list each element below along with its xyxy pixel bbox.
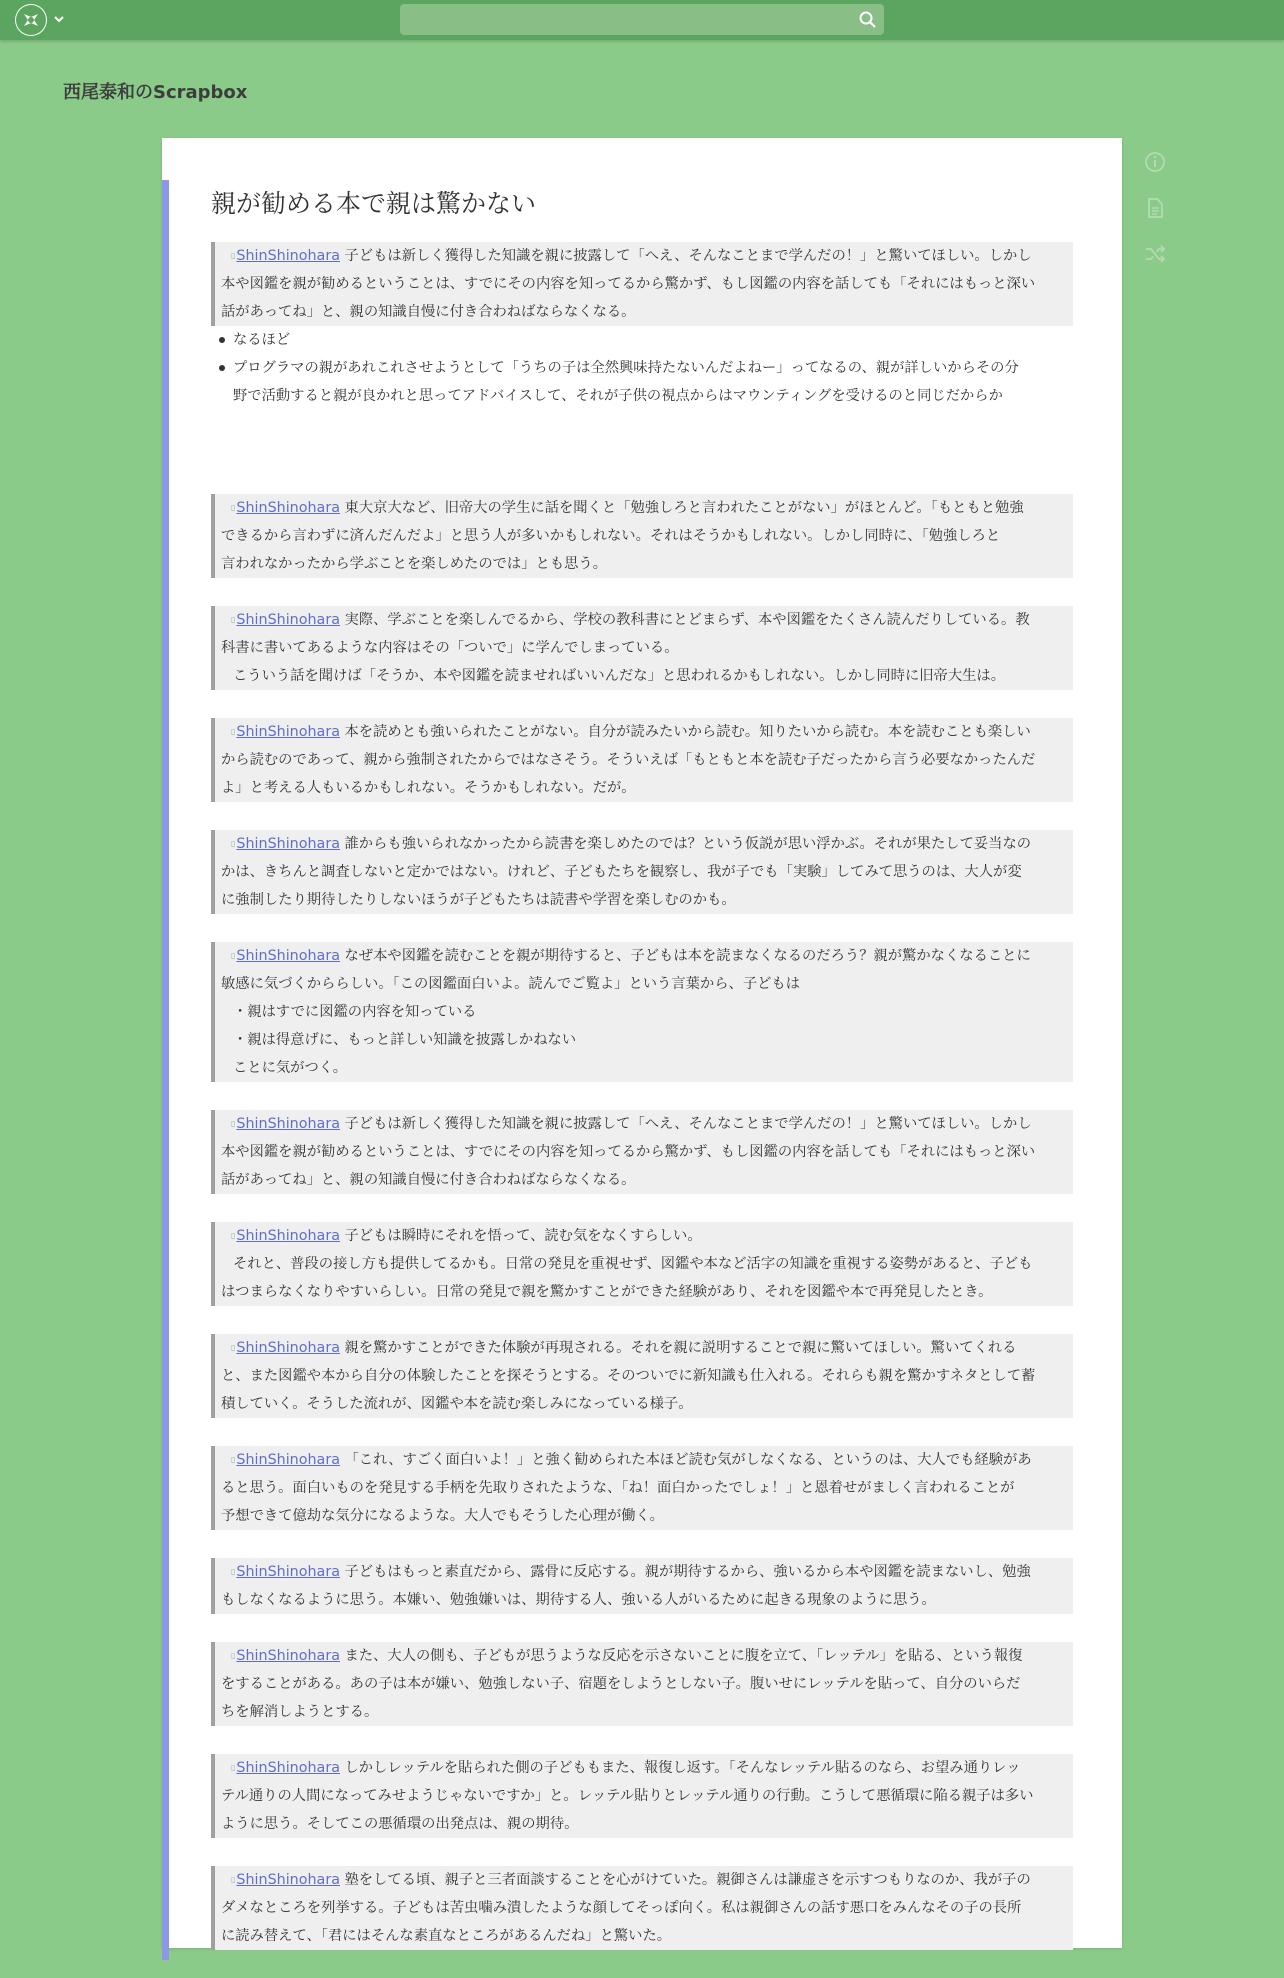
quote-line (221, 1110, 1073, 1138)
bullet-list (211, 326, 1073, 410)
quote-line (221, 942, 1073, 970)
quote-block[interactable] (211, 718, 1073, 802)
quote-block[interactable] (211, 942, 1073, 1082)
quote-block[interactable] (211, 1558, 1073, 1614)
shuffle-icon[interactable] (1143, 242, 1167, 266)
quote-text: はつまらなくなりやすいらしい。日常の発見で親を驚かすことができた経験があり、それを図鑑や本で再発見したとき。 (221, 1284, 993, 1300)
quote-text: 本や図鑑を親が勧めるということは、すでにその内容を知ってるから驚かず、もし図鑑の内容を話しても「それにはもっと深い (221, 276, 1036, 292)
quote-line (221, 1446, 1073, 1474)
author-link[interactable]: ▯ ShinShinohara (231, 248, 340, 264)
quote-text: に読み替えて、「君にはそんな素直なところがあるんだね」と驚いた。 (221, 1928, 672, 1944)
page-content (162, 138, 1122, 1948)
project-title[interactable]: 西尾泰和のScrapbox (63, 82, 248, 103)
author-link[interactable]: ▯ ShinShinohara (231, 1452, 340, 1468)
quote-line (221, 606, 1073, 634)
list-item[interactable] (211, 354, 1073, 410)
quote-text: 敏感に気づくかららしい。「この図鑑面白いよ。読んでご覧よ」という言葉から、子どもは (221, 976, 801, 992)
quote-text: 予想できて億劫な気分になるような。大人でもそうした心理が働く。 (221, 1508, 664, 1524)
quote-line (221, 830, 1073, 858)
quote-block[interactable] (211, 494, 1073, 578)
author-link[interactable]: ▯ ShinShinohara (231, 1228, 340, 1244)
quote-text: 「これ、すごく面白いよ！」と強く勧められた本ほど読む気がしなくなる、というのは、大人でも経験があ (344, 1452, 1032, 1468)
scrapbox-logo-icon[interactable] (15, 4, 47, 36)
quote-text: 東大京大など、旧帝大の学生に話を聞くと「勉強しろと言われたことがない」がほとんど。「もともと勉強 (344, 500, 1024, 516)
author-link[interactable]: ▯ ShinShinohara (231, 500, 340, 516)
quote-text: ると思う。面白いものを発見する手柄を先取りされたような、「ね！面白かったでしょ！」と恩着せがましく言われることが (221, 1480, 1015, 1496)
quote-text: 積していく。そうした流れが、図鑑や本を読む楽しみになっている様子。 (221, 1396, 693, 1412)
quote-line (221, 1754, 1073, 1782)
quote-text: できるから言わずに済んだんだよ」と思う人が多いかもしれない。それはそうかもしれない。しかし同時に、「勉強しろと (221, 528, 1001, 544)
quote-text: ことに気がつく。 (233, 1060, 348, 1076)
quote-text: なぜ本や図鑑を読むことを親が期待すると、子どもは本を読まなくなるのだろう？親が驚かなくなることに (344, 948, 1031, 964)
quote-text: 塾をしてる頃、親子と三者面談することを心がけていた。親御さんは謙虚さを示すつもりなのか、我が子の (344, 1872, 1031, 1888)
quote-line (221, 1558, 1073, 1586)
page-title: 親が勧める本で親は驚かない (211, 189, 537, 218)
quote-text: ちを解消しようとする。 (221, 1704, 379, 1720)
author-link[interactable]: ▯ ShinShinohara (231, 836, 340, 852)
quote-text: 子どもはもっと素直だから、露骨に反応する。親が期待するから、強いるから本や図鑑を読まないし、勉強 (344, 1564, 1031, 1580)
quote-list (211, 494, 1073, 1950)
quote-block[interactable] (211, 1642, 1073, 1726)
quote-text: 親を驚かすことができた体験が再現される。それを親に説明することで親に驚いてほしい。驚いてくれる (344, 1340, 1017, 1356)
quote-text: から読むのであって、親から強制されたからではなさそう。そういえば「もともと本を読む子だったから言う必要なかったんだ (221, 752, 1036, 768)
quote-line (221, 494, 1073, 522)
quote-text: ・親は得意げに、もっと詳しい知識を披露しかねない (233, 1032, 577, 1048)
list-item-text: プログラマの親があれこれさせようとして「うちの子は全然興味持たないんだよねー」ってなるの、親が詳しいからその分 (233, 360, 1019, 376)
quote-block[interactable] (211, 1866, 1073, 1950)
quote-line (221, 718, 1073, 746)
search-input[interactable] (400, 4, 884, 35)
author-link[interactable]: ▯ ShinShinohara (231, 1564, 340, 1580)
quote-text: 子どもは新しく獲得した知識を親に披露して「へえ、そんなことまで学んだの！」と驚いてほしい。しかし (344, 248, 1032, 264)
quote-line (221, 1866, 1073, 1894)
chevron-down-icon[interactable] (52, 12, 66, 26)
author-link[interactable]: ▯ ShinShinohara (231, 1340, 340, 1356)
quote-text: かは、きちんと調査しないと定かではない。けれど、子どもたちを観察し、我が子でも「実験」してみて思うのは、大人が変 (221, 864, 1022, 880)
quote-text: ・親はすでに図鑑の内容を知っている (233, 1004, 477, 1020)
quote-text: をすることがある。あの子は本が嫌い、勉強しない子、宿題をしようとしない子。腹いせにレッテルを貼って、自分のいらだ (221, 1676, 1021, 1692)
quote-text: 子どもは瞬時にそれを悟って、読む気をなくすらしい。 (344, 1228, 702, 1244)
author-link[interactable]: ▯ ShinShinohara (231, 1116, 340, 1132)
quote-text: もしなくなるように思う。本嫌い、勉強嫌いは、期待する人、強いる人がいるために起きる現象のように思う。 (221, 1592, 936, 1608)
list-item[interactable]: なるほど (211, 326, 1073, 354)
quote-text: テル通りの人間になってみせようじゃないですか」と。レッテル貼りとレッテル通りの行動。こうして悪循環に陥る親子は多い (221, 1788, 1034, 1804)
quote-text: よ」と考える人もいるかもしれない。そうかもしれない。だが。 (221, 780, 636, 796)
quote-block[interactable] (211, 1754, 1073, 1838)
quote-text: 実際、学ぶことを楽しんでるから、学校の教科書にとどまらず、本や図鑑をたくさん読んだりしている。教 (344, 612, 1030, 628)
page-lines[interactable] (211, 242, 1073, 1978)
quote-text: と、また図鑑や本から自分の体験したことを探そうとする。そのついでに新知識も仕入れる。それらも親を驚かすネタとして蓄 (221, 1368, 1036, 1384)
page-accent-bar (162, 180, 169, 1960)
author-link[interactable]: ▯ ShinShinohara (231, 1872, 340, 1888)
list-item-text: 野で活動すると親が良かれと思ってアドバイスして、それが子供の視点からはマウンティングを受けるのと同じだからか (233, 388, 1003, 404)
author-link[interactable]: ▯ ShinShinohara (231, 724, 340, 740)
quote-text: 話があってね」と、親の知識自慢に付き合わねばならなくなる。 (221, 304, 636, 320)
author-link[interactable]: ▯ ShinShinohara (231, 1648, 340, 1664)
quote-line (221, 1222, 1073, 1250)
quote-text: しかしレッテルを貼られた側の子どももまた、報復し返す。「そんなレッテル貼るのなら、お望み通りレッ (344, 1760, 1021, 1776)
quote-text: 本を読めとも強いられたことがない。自分が読みたいから読む。知りたいから読む。本を読むことも楽しい (344, 724, 1031, 740)
quote-text: 言われなかったから学ぶことを楽しめたのでは」とも思う。 (221, 556, 608, 572)
quote-text: 本や図鑑を親が勧めるということは、すでにその内容を知ってるから驚かず、もし図鑑の内容を話しても「それにはもっと深い (221, 1144, 1036, 1160)
quote-text: また、大人の側も、子どもが思うような反応を示さないことに腹を立て、「レッテル」を貼る、という報復 (344, 1648, 1023, 1664)
quote-text: ダメなところを列挙する。子どもは苦虫噛み潰したような顔してそっぽ向く。私は親御さんの話す悪口をみんなその子の長所 (221, 1900, 1022, 1916)
top-navbar (0, 0, 1284, 40)
page-icon[interactable] (1143, 196, 1167, 220)
quote-block[interactable] (211, 1446, 1073, 1530)
quote-text: 誰からも強いられなかったから読書を楽しめたのでは？という仮説が思い浮かぶ。それが果たして妥当なの (344, 836, 1032, 852)
author-link[interactable]: ▯ ShinShinohara (231, 1760, 340, 1776)
info-icon[interactable] (1143, 150, 1167, 174)
page-tools (1143, 150, 1167, 288)
quote-text: それと、普段の接し方も提供してるかも。日常の発見を重視せず、図鑑や本など活字の知識を重視する姿勢があると、子ども (233, 1256, 1033, 1272)
author-link[interactable]: ▯ ShinShinohara (231, 948, 340, 964)
quote-text: 子どもは新しく獲得した知識を親に披露して「へえ、そんなことまで学んだの！」と驚いてほしい。しかし (344, 1116, 1032, 1132)
quote-block[interactable] (211, 1110, 1073, 1194)
search-icon[interactable] (858, 10, 878, 30)
quote-line (221, 1334, 1073, 1362)
empty-lines (211, 410, 1073, 494)
quote-block[interactable] (211, 242, 1073, 326)
quote-text: 話があってね」と、親の知識自慢に付き合わねばならなくなる。 (221, 1172, 636, 1188)
quote-line (221, 1642, 1073, 1670)
quote-block[interactable] (211, 1222, 1073, 1306)
quote-block[interactable] (211, 1334, 1073, 1418)
quote-text: に強制したり期待したりしないほうが子どもたちは読書や学習を楽しむのかも。 (221, 892, 736, 908)
quote-text: ように思う。そしてこの悪循環の出発点は、親の期待。 (221, 1816, 579, 1832)
quote-text: 科書に書いてあるような内容はその「ついで」に学んでしまっている。 (221, 640, 679, 656)
quote-block[interactable] (211, 830, 1073, 914)
author-link[interactable]: ▯ ShinShinohara (231, 612, 340, 628)
quote-block[interactable] (211, 606, 1073, 690)
quote-text: こういう話を聞けば「そうか、本や図鑑を読ませればいいんだな」と思われるかもしれない。しかし同時に旧帝大生は。 (233, 668, 1006, 684)
